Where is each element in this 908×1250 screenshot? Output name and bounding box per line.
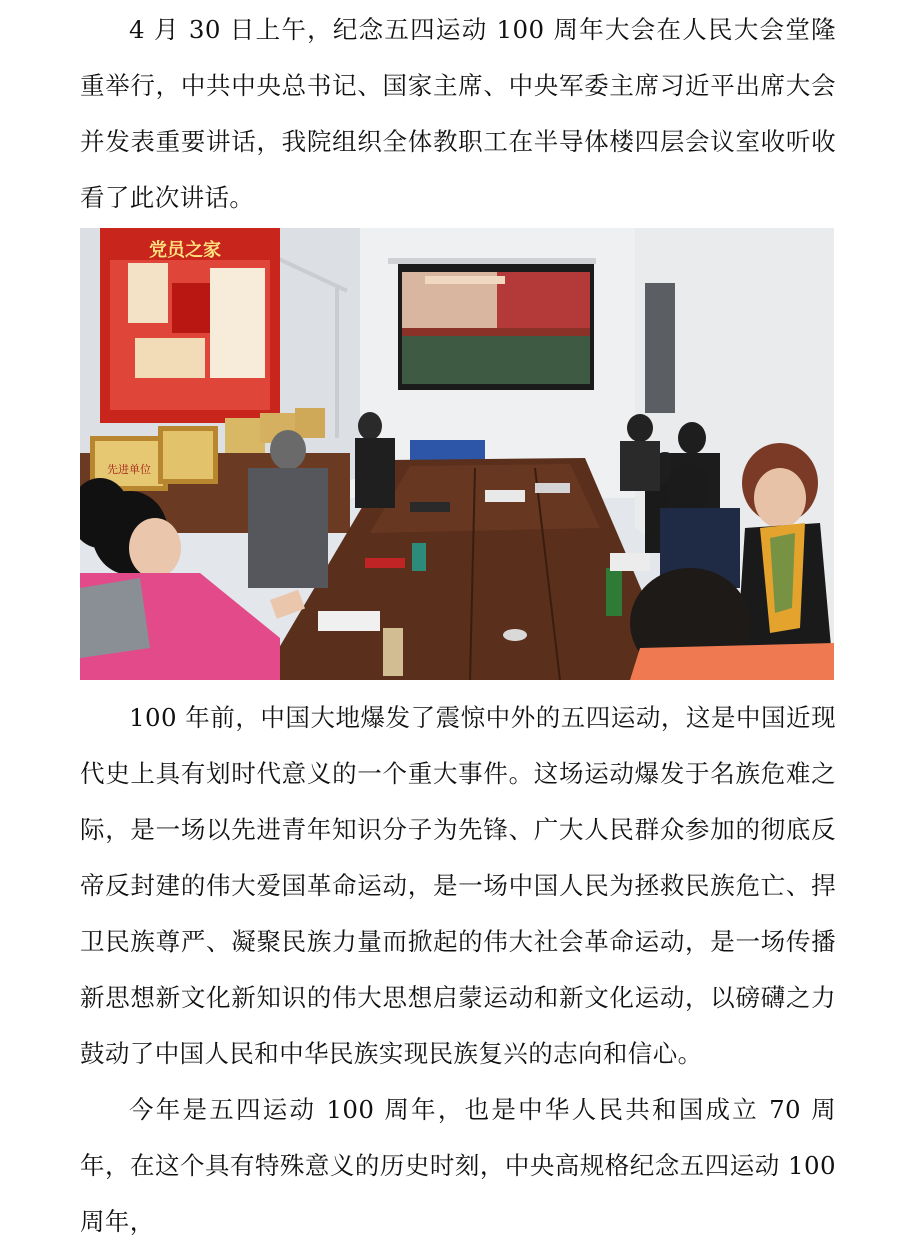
projection-screen <box>388 258 596 390</box>
meeting-photo <box>80 228 834 680</box>
party-poster <box>100 228 280 423</box>
poster-title: 党员之家 <box>149 240 221 261</box>
plaque-text: 先进单位 <box>107 463 151 476</box>
paragraph-2: 100 年前，中国大地爆发了震惊中外的五四运动，这是中国近现代史上具有划时代意义的一个重大事件。这场运动爆发于名族危难之际，是一场以先进青年知识分子为先锋、广大人民群众参加的彻底反帝反封建的伟大爱国革命运动，是一场中国人民为拯救民族危亡、捍卫民族尊严、凝聚民族力量而掀起的伟大社会革命运动，是一场传播新思想新文化新知识的伟大思想启蒙运动和新文化运动，以磅礴之力鼓动了中国人民和中华民族实现民族复兴的志向和信心。 <box>80 703 836 1068</box>
paragraph-3: 今年是五四运动 100 周年，也是中华人民共和国成立 70 周年，在这个具有特殊意义的历史时刻，中央高规格纪念五四运动 100 周年， <box>80 1095 836 1236</box>
paragraph-1: 4 月 30 日上午，纪念五四运动 100 周年大会在人民大会堂隆重举行，中共中央总书记、国家主席、中央军委主席习近平出席大会并发表重要讲话，我院组织全体教职工在半导体楼四层会议室收听收看了此次讲话。 <box>80 15 836 212</box>
